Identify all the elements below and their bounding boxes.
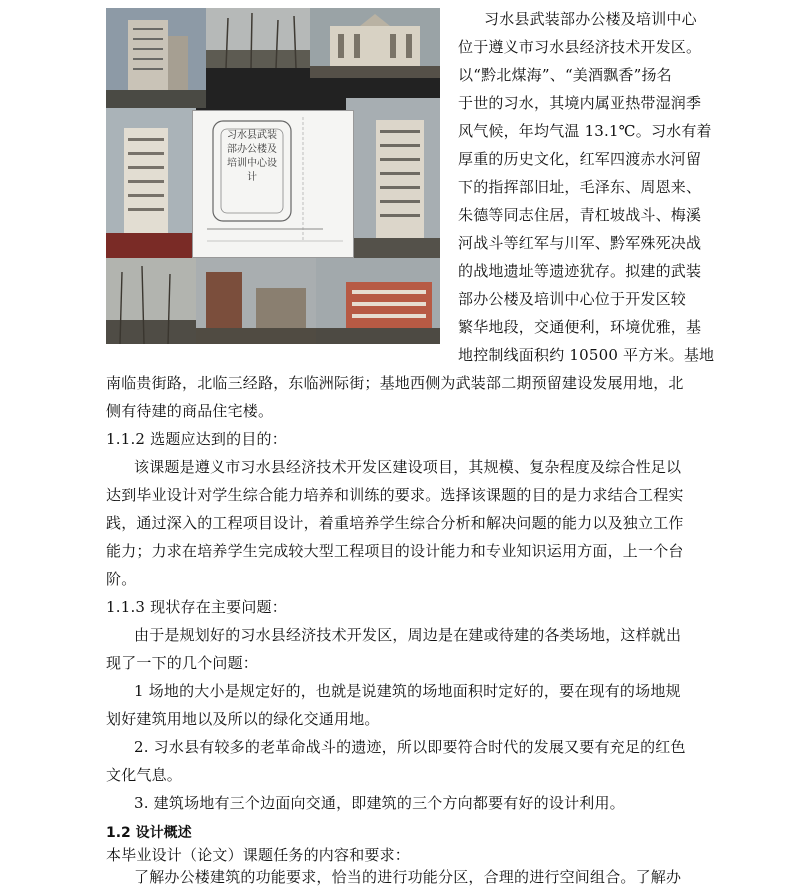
intro-line: 位于遵义市习水县经济技术开发区。 — [458, 38, 702, 56]
intro-line: 风气候，年均气温 13.1℃。习水有着 — [458, 122, 712, 140]
intro-line: 习水县武装部办公楼及培训中心 — [484, 10, 697, 28]
intro-line: 于世的习水，其境内属亚热带湿润季 — [458, 94, 702, 112]
paragraph-line: 了解办公楼建筑的功能要求，恰当的进行功能分区，合理的进行空间组合。了解办 — [134, 868, 682, 886]
list-item: 2. 习水县有较多的老革命战斗的遗迹，所以即要符合时代的发展又要有充足的红色 — [134, 738, 686, 756]
list-item: 1 场地的大小是规定好的，也就是说建筑的场地面积时定好的，要在现有的场地规 — [134, 682, 681, 700]
intro-line: 的战地遗址等遗迹犹存。拟建的武装 — [458, 262, 702, 280]
intro-line: 河战斗等红军与川军、黔军殊死决战 — [458, 234, 702, 252]
paragraph-line: 践，通过深入的工程项目设计，着重培养学生综合分析和解决问题的能力以及独立工作 — [106, 514, 684, 532]
intro-line: 地控制线面积约 10500 平方米。基地 — [458, 346, 715, 364]
paragraph-line: 达到毕业设计对学生综合能力培养和训练的要求。选择该课题的目的是力求结合工程实 — [106, 486, 684, 504]
intro-line: 厚重的历史文化，红军四渡赤水河留 — [458, 150, 702, 168]
paragraph-line: 该课题是遵义市习水县经济技术开发区建设项目，其规模、复杂程度及综合性足以 — [134, 458, 682, 476]
paragraph-line: 现了一下的几个问题： — [106, 654, 259, 672]
intro-line: 繁华地段，交通便利，环境优雅，基 — [458, 318, 702, 336]
paragraph-line: 南临贵街路，北临三经路，东临洲际街；基地西侧为武装部二期预留建设发展用地，北 — [106, 374, 684, 392]
site-plan-label: 习水县武装部办公楼及培训中心设计 — [227, 130, 277, 183]
intro-line: 部办公楼及培训中心位于开发区较 — [458, 290, 687, 308]
intro-line: 以“黔北煤海”、“美酒飘香”扬名 — [458, 66, 672, 84]
intro-line: 下的指挥部旧址，毛泽东、周恩来、 — [458, 178, 702, 196]
paragraph-line: 阶。 — [106, 570, 137, 588]
paragraph-line: 由于是规划好的习水县经济技术开发区，周边是在建或待建的各类场地，这样就出 — [134, 626, 682, 644]
subheading-line: 1.1.3 现状存在主要问题： — [106, 598, 287, 616]
paragraph-line: 侧有待建的商品住宅楼。 — [106, 402, 274, 420]
paragraph-line: 本毕业设计（论文）课题任务的内容和要求： — [106, 846, 411, 864]
paragraph-line: 划好建筑用地以及所以的绿化交通用地。 — [106, 710, 380, 728]
paragraph-line: 能力；力求在培养学生完成较大型工程项目的设计能力和专业知识运用方面，上一个台 — [106, 542, 684, 560]
list-item: 3. 建筑场地有三个边面向交通，即建筑的三个方向都要有好的设计利用。 — [134, 794, 625, 812]
intro-line: 朱德等同志住居，青杠坡战斗、梅溪 — [458, 206, 702, 224]
subheading-line: 1.1.2 选题应达到的目的： — [106, 430, 287, 448]
section-heading: 1.2 设计概述 — [106, 825, 192, 841]
paragraph-line: 文化气息。 — [106, 766, 183, 784]
